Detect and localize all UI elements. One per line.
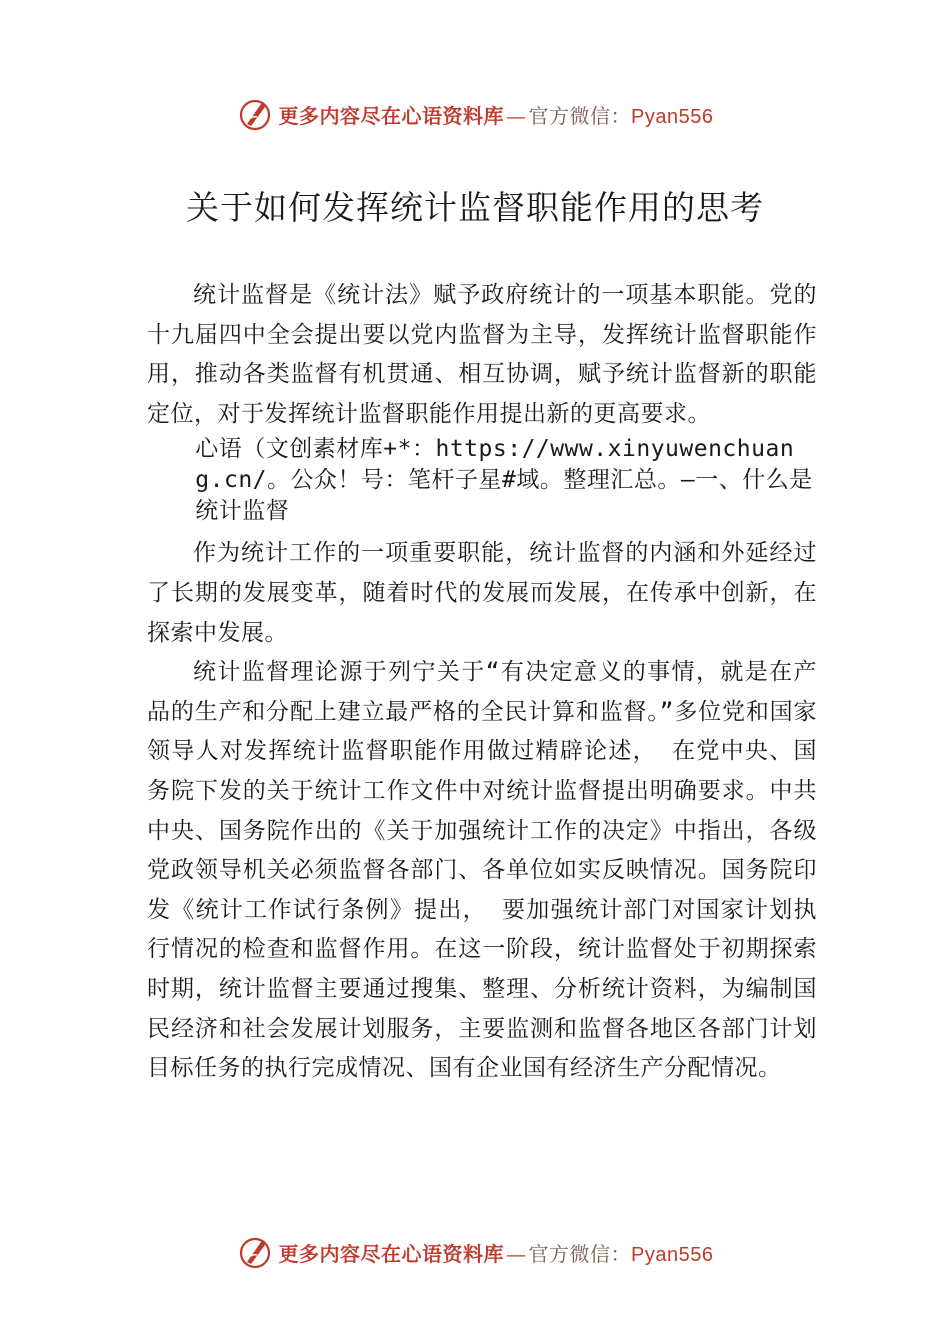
banner-text <box>279 100 714 129</box>
paragraph-connotation: 作为统计工作的一项重要职能，统计监督的内涵和外延经过了长期的发展变革，随着时代的发展而发展，在传承中创新，在探索中发展。 <box>147 540 817 646</box>
paragraph-theory: 统计监督理论源于列宁关于“有决定意义的事情，就是在产品的生产和分配上建立最严格的全民计算和监督。”多位党和国家领导人对发挥统计监督职能作用做过精辟论述， 在党中央、国务院下发的关于统计工作文件中对统计监督提出明确要求。中共中央、国务院作出的《关于加强统计工作的决定》中指出，各级党政领导机关必须监督各部门、各单位如实反映情况。国务院印发《统计工作试行条例》提出， 要加强统计部门对国家计划执行情况的检查和监督作用。在这一阶段，统计监督处于初期探索时期，统计监督主要通过搜集、整理、分析统计资料，为编制国民经济和社会发展计划服务，主要监测和监督各地区各部门计划目标任务的执行完成情况、国有企业国有经济生产分配情况。 <box>147 659 817 1082</box>
source-note: 心语（文创素材库+*：https://www.xinyuwenchuang.cn/。公众！号：笔杆子星#域。整理汇总。—一、什么是统计监督 <box>195 436 813 525</box>
document-title: 关于如何发挥统计监督职能作用的思考 <box>186 188 764 227</box>
banner-official-label: 官方微信： <box>528 1241 632 1266</box>
banner-main-text: 更多内容尽在心语资料库 <box>278 1241 505 1266</box>
wechat-id: Pyan556 <box>631 1243 714 1266</box>
banner-dash: — <box>506 1241 527 1266</box>
banner-dash: — <box>506 103 527 128</box>
pen-nib-circle-icon <box>237 1234 273 1270</box>
wechat-id: Pyan556 <box>631 105 714 128</box>
document-body <box>147 276 817 1089</box>
header-banner <box>0 94 950 134</box>
banner-text <box>279 1238 714 1267</box>
paragraph-intro: 统计监督是《统计法》赋予政府统计的一项基本职能。党的十九届四中全会提出要以党内监督为主导，发挥统计监督职能作用，推动各类监督有机贯通、相互协调，赋予统计监督新的职能定位，对于发挥统计监督职能作用提出新的更高要求。 <box>147 282 817 427</box>
banner-main-text: 更多内容尽在心语资料库 <box>278 103 505 128</box>
banner-official-label: 官方微信： <box>528 103 632 128</box>
pen-nib-circle-icon <box>237 96 273 132</box>
footer-banner <box>0 1232 950 1272</box>
